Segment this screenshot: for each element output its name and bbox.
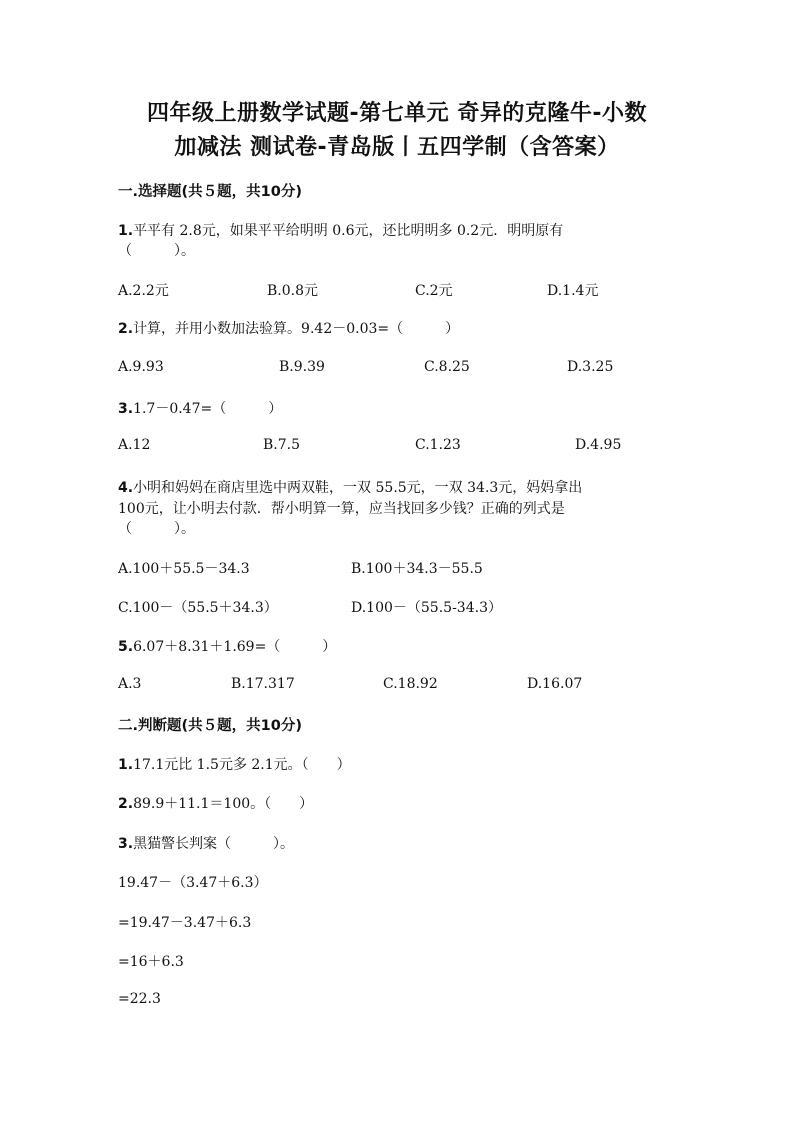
work-step-1: 19.47－（3.47＋6.3） bbox=[118, 875, 268, 891]
question-number: 3. bbox=[118, 836, 134, 852]
q3-option-b: B.7.5 bbox=[263, 437, 301, 453]
question-3 bbox=[118, 398, 282, 418]
question-text: 黑猫警长判案（ ）。 bbox=[133, 836, 295, 852]
work-step-3: =16＋6.3 bbox=[118, 954, 184, 970]
question-text: 89.9＋11.1＝100。（ ） bbox=[133, 796, 314, 812]
question-number: 3. bbox=[118, 401, 134, 417]
q3-option-a: A.12 bbox=[118, 437, 151, 453]
q1-option-d: D.1.4元 bbox=[547, 283, 599, 299]
q4-option-d: D.100－（55.5-34.3） bbox=[351, 600, 502, 616]
question-text: 6.07＋8.31＋1.69=（ ） bbox=[133, 639, 337, 655]
q1-option-c: C.2元 bbox=[415, 283, 453, 299]
question-text: 小明和妈妈在商店里选中两双鞋，一双 55.5元，一双 34.3元，妈妈拿出 bbox=[133, 480, 583, 496]
q4-option-b: B.100＋34.3－55.5 bbox=[351, 561, 483, 577]
section-heading-judgment: 二.判断题(共５题，共10分) bbox=[118, 718, 302, 734]
work-step-4: =22.3 bbox=[118, 991, 161, 1007]
q2-option-c: C.8.25 bbox=[424, 359, 470, 375]
question-number: 2. bbox=[118, 321, 134, 337]
judgment-question-1 bbox=[118, 754, 351, 774]
q4-option-a: A.100＋55.5－34.3 bbox=[118, 561, 250, 577]
q5-option-c: C.18.92 bbox=[383, 676, 438, 692]
question-4-line-2: 100元，让小明去付款．帮小明算一算，应当找回多少钱？正确的列式是 bbox=[118, 501, 565, 517]
q2-option-d: D.3.25 bbox=[567, 359, 614, 375]
q5-option-b: B.17.317 bbox=[231, 676, 295, 692]
question-text: 平平有 2.8元，如果平平给明明 0.6元，还比明明多 0.2元．明明原有 bbox=[133, 223, 564, 239]
q5-option-a: A.3 bbox=[118, 676, 142, 692]
q2-option-b: B.9.39 bbox=[279, 359, 325, 375]
question-1-line-2: （ ）。 bbox=[118, 243, 195, 259]
q5-option-d: D.16.07 bbox=[527, 676, 583, 692]
q3-option-c: C.1.23 bbox=[415, 437, 461, 453]
question-text: 1.7－0.47=（ ） bbox=[133, 401, 283, 417]
judgment-question-2 bbox=[118, 793, 313, 813]
judgment-question-3 bbox=[118, 833, 294, 853]
question-number: 4. bbox=[118, 480, 134, 496]
question-4-line-3: （ ）。 bbox=[118, 521, 195, 537]
question-number: 2. bbox=[118, 796, 134, 812]
question-text: 计算，并用小数加法验算。9.42－0.03=（ ） bbox=[133, 321, 460, 337]
q1-option-b: B.0.8元 bbox=[267, 283, 319, 299]
question-4 bbox=[118, 477, 582, 497]
question-number: 1. bbox=[118, 223, 134, 239]
title-line-2: 加减法 测试卷-青岛版丨五四学制（含答案） bbox=[174, 135, 620, 160]
work-step-2: =19.47－3.47＋6.3 bbox=[118, 915, 252, 931]
question-number: 5. bbox=[118, 639, 134, 655]
question-5 bbox=[118, 636, 336, 656]
q1-option-a: A.2.2元 bbox=[118, 283, 169, 299]
title-line-1: 四年级上册数学试题-第七单元 奇异的克隆牛-小数 bbox=[147, 101, 647, 126]
question-2 bbox=[118, 318, 459, 338]
q2-option-a: A.9.93 bbox=[118, 359, 164, 375]
q3-option-d: D.4.95 bbox=[575, 437, 622, 453]
question-text: 17.1元比 1.5元多 2.1元。（ ） bbox=[133, 757, 351, 773]
section-heading-choice: 一.选择题(共５题，共10分) bbox=[118, 184, 302, 200]
q4-option-c: C.100－（55.5＋34.3） bbox=[118, 600, 278, 616]
question-1 bbox=[118, 220, 563, 240]
question-number: 1. bbox=[118, 757, 134, 773]
